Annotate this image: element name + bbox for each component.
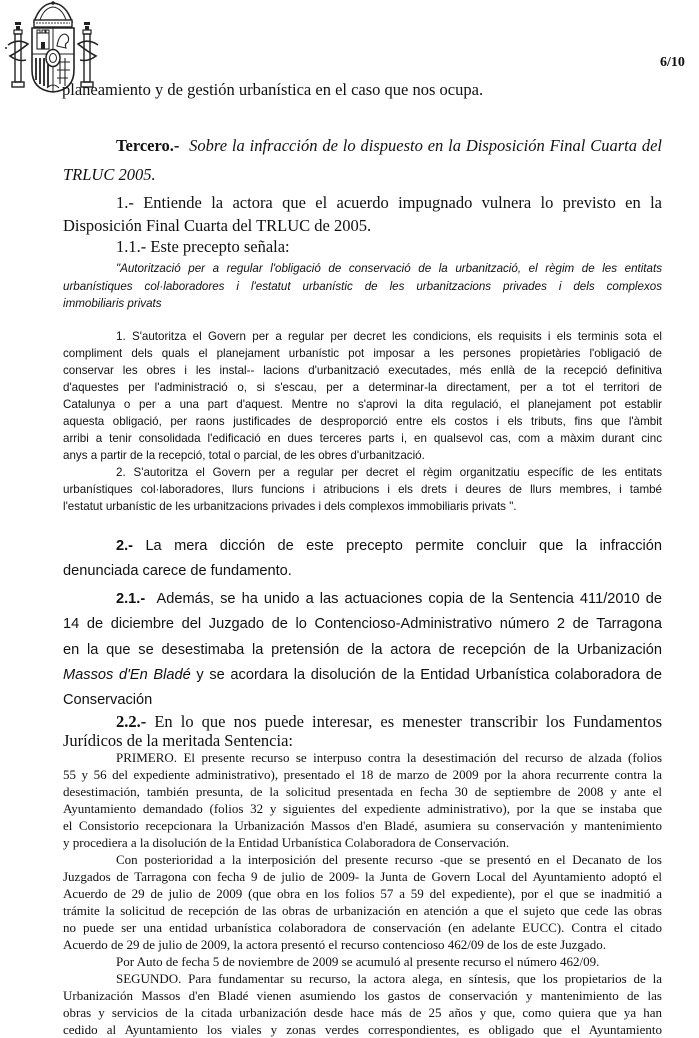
- paragraph-2-1-line: Conservación: [63, 692, 153, 708]
- sentence-line: Ayuntamiento demandado (folios 32 y siguientes del expediente administrativo), por la que se instaba que: [63, 801, 662, 816]
- quote-body-line: d'aquestes per l'administració o, si s'escau, per a determinar-la directament, per a tot el territori de: [63, 381, 662, 394]
- sentence-line: desestimación, también presunta, de la solicitud presentada en fecha 30 de septiembre de 2008 y ante el: [63, 784, 662, 799]
- section-heading-tercero: [116, 136, 662, 156]
- section-title-continued: TRLUC 2005.: [63, 165, 156, 184]
- quote-body-line: conservar les obres i les instal-- lacions d'urbanització executades, més enllà de la recepció definitiva: [63, 364, 662, 377]
- paragraph-2-1-line: [63, 667, 662, 683]
- paragraph-2-line: denunciada carece de fundamento.: [63, 563, 292, 579]
- quote-body-line: l'estatut urbanístic de les urbanitzacions privades i dels complexos immobiliaris privats ".: [63, 500, 517, 513]
- continuation-text: planeamiento y de gestión urbanística en el caso que nos ocupa.: [62, 80, 484, 99]
- quote-body-line: urbanístiques col·laboradores, llurs funcions i atribucions i els drets i deures de llurs membres, i també: [63, 483, 662, 496]
- paragraph-text: Además, se ha unido a las actuaciones copia de la Sentencia 411/2010 de: [156, 591, 662, 607]
- urbanization-name: Massos d'En Bladé: [63, 667, 191, 683]
- quote-body-line: Catalunya o per a una part d'aquest. Mentre no s'aprovi la dita regulació, el planejament pot establir: [63, 398, 662, 411]
- section-title: Sobre la infracción de lo dispuesto en la Disposición Final Cuarta del: [189, 136, 663, 155]
- paragraph-number: 2.1.-: [116, 591, 146, 607]
- sentence-line: 55 y 56 del expediente administrativo), presentado el 18 de marzo de 2009 por la ahora recurrente contra la: [63, 767, 662, 782]
- paragraph-2-2-line: Jurídicos de la meritada Sentencia:: [63, 731, 294, 750]
- sentence-line: cedido al Ayuntamiento los viales y zonas verdes correspondientes, es obligado que el Ayuntamiento: [63, 1022, 662, 1037]
- sentence-line: trámite la solicitud de recepción de las obras de urbanización en atención a que el sujeto que cede las obras: [63, 903, 662, 918]
- paragraph-2-1-line: 14 de diciembre del Juzgado de lo Contencioso-Administrativo número 2 de Tarragona: [63, 616, 662, 632]
- sentence-line: Urbanización Massos d'en Bladé vienen asumiendo los gastos de conservación y mantenimiento de las: [63, 988, 662, 1003]
- quote-body-line: arribi a tenir consolidada l'edificació en dues terceres parts i, en qualsevol cas, com a màxim durant cinc: [63, 432, 662, 445]
- paragraph-number: 2.-: [116, 538, 134, 554]
- quote-body-line: anys a partir de la recepció, total o parcial, de les obres d'urbanització.: [63, 449, 425, 462]
- paragraph-1-line: Disposición Final Cuarta del TRLUC de 2005.: [63, 216, 372, 235]
- sentence-line: no puede ser una entidad urbanística colaboradora de conservación (en adelante EUCC). Contra el citado: [63, 920, 662, 935]
- sentence-line: PRIMERO. El presente recurso se interpuso contra la desestimación del recurso de alzada (folios: [116, 750, 662, 765]
- quote-title-line: urbanístiques col·laboradores i l'estatut urbanístic de les urbanitzacions privades i dels complexos: [63, 280, 662, 293]
- quote-body-line: 1. S'autoritza el Govern per a regular per decret les condicions, els requisits i els terminis sota el: [116, 330, 662, 343]
- page-number: 6/10: [660, 55, 685, 70]
- sentence-line: obras y servicios de la citada urbanización desde hace más de 25 años y que, como quiera que ya han: [63, 1005, 662, 1020]
- quote-body-line: 2. S'autoritza el Govern per a regular per decret el règim organitzatiu específic de les entitats: [116, 466, 662, 479]
- paragraph-2-1-line: en la que se desestimaba la pretensión de la actora de recepción de la Urbanización: [63, 642, 662, 658]
- quote-body-line: aquesta obligació, per raons justificades de desproporció entre els costos i els tributs, fins que l'àmbit: [63, 415, 662, 428]
- paragraph-2-1-line: [116, 591, 662, 607]
- paragraph-1-line: 1.- Entiende la actora que el acuerdo impugnado vulnera lo previsto en la: [116, 193, 662, 212]
- sentence-line: Juzgados de Tarragona con fecha 9 de julio de 2009- la Junta de Govern Local del Ayuntamiento adoptó el: [63, 869, 662, 884]
- sentence-line: SEGUNDO. Para fundamentar su recurso, la actora alega, en síntesis, que los propietarios de la: [116, 971, 662, 986]
- sentence-line: Con posterioridad a la interposición del presente recurso -que se presentó en el Decanato de los: [116, 852, 662, 867]
- paragraph-text: La mera dicción de este precepto permite concluir que la infracción: [145, 538, 662, 554]
- sentence-line: el Consistorio recepcionara la Urbanización Massos d'en Bladé, asumiera su conservación y mantenimiento: [63, 818, 662, 833]
- paragraph-text: y se acordara la disolución de la Entidad Urbanística colaboradora de: [190, 667, 662, 683]
- section-label: Tercero.-: [116, 136, 180, 155]
- paragraph-text: En lo que nos puede interesar, es menester transcribir los Fundamentos: [154, 712, 663, 731]
- quote-title-line: "Autorització per a regular l'obligació de conservació de la urbanització, el règim de les entitats: [116, 262, 662, 275]
- quote-body-line: compliment dels quals el planejament urbanístic pot imposar a les persones propietàries l'obligació de: [63, 347, 662, 360]
- sentence-line: Acuerdo de 29 de julio de 2009, la actora presentó el recurso contencioso 462/09 de los de este Juzgado.: [63, 937, 606, 952]
- sentence-line: Por Auto de fecha 5 de noviembre de 2009 se acumuló al presente recurso el número 462/09.: [116, 954, 600, 969]
- sentence-line: y procediera a la disolución de la Entidad Urbanística Colaboradora de Conservación.: [63, 835, 510, 850]
- sentence-line: Acuerdo de 29 de julio de 2009 (que obra en los folios 57 a 59 del expediente), por el que se inadmitió a: [63, 886, 662, 901]
- paragraph-2-line: [116, 538, 662, 554]
- paragraph-number: 2.2.-: [116, 712, 147, 731]
- paragraph-1-1: 1.1.- Este precepto señala:: [116, 237, 290, 256]
- quote-title-line: immobiliaris privats: [63, 297, 162, 310]
- paragraph-2-2-line: [116, 712, 662, 732]
